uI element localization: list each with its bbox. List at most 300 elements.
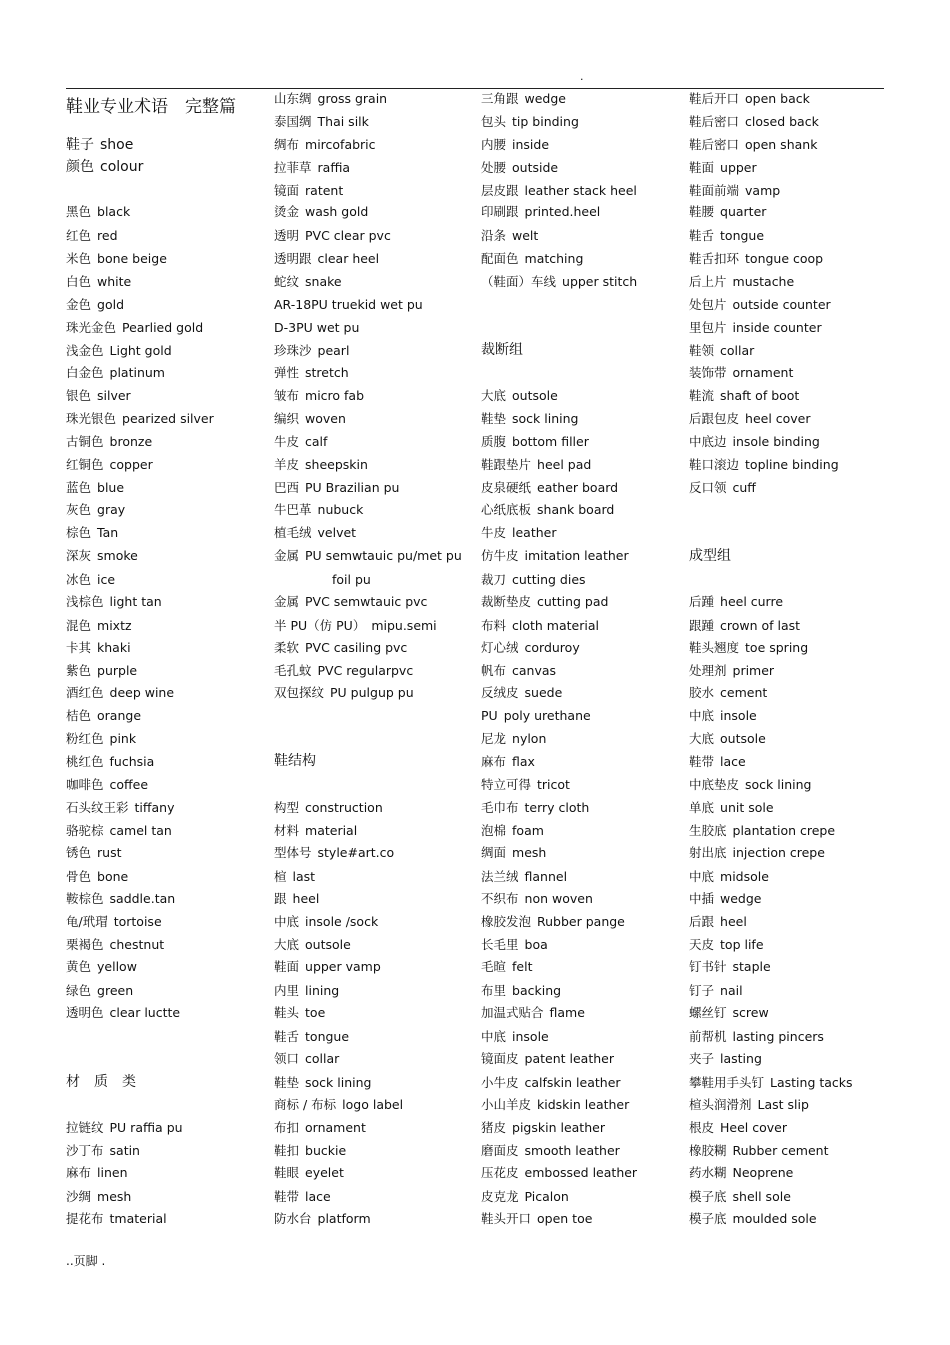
- term-chinese: 构型: [274, 800, 300, 815]
- term-chinese: 拉链纹: [66, 1120, 104, 1135]
- term-chinese: 沙绸: [66, 1189, 92, 1204]
- term-chinese: 印刷跟: [481, 204, 519, 219]
- term-row: [66, 1143, 140, 1159]
- term-english: raffia: [317, 160, 351, 175]
- term-row: [66, 457, 153, 473]
- term-english: poly urethane: [503, 708, 591, 723]
- section-heading: [481, 341, 529, 359]
- term-english: cloth material: [512, 618, 599, 633]
- term-row: [689, 914, 747, 930]
- term-english: ornament: [305, 1120, 366, 1135]
- term-english: last: [292, 869, 316, 884]
- term-row: [66, 158, 143, 176]
- term-row: [66, 1005, 180, 1021]
- term-english: Pearlied gold: [122, 320, 204, 335]
- term-chinese: 鞋舌扣环: [689, 251, 740, 266]
- term-chinese: PU: [481, 708, 498, 723]
- term-row: [481, 274, 637, 290]
- term-chinese: 灯心绒: [481, 640, 519, 655]
- term-chinese: 牛巴革: [274, 502, 312, 517]
- term-chinese: 根皮: [689, 1120, 715, 1135]
- term-row: [481, 137, 549, 153]
- term-chinese: 鞋流: [689, 388, 715, 403]
- term-chinese: 质腹: [481, 434, 507, 449]
- term-english: midsole: [720, 869, 769, 884]
- term-chinese: 绿色: [66, 983, 92, 998]
- term-chinese: 咖啡色: [66, 777, 104, 792]
- term-english: wash gold: [305, 204, 369, 219]
- term-row: [481, 160, 558, 176]
- term-row: [66, 618, 132, 634]
- term-english: outsole: [720, 731, 766, 746]
- term-english: woven: [305, 411, 346, 426]
- term-row: [481, 204, 600, 220]
- term-english: cuff: [732, 480, 756, 495]
- term-row: [274, 891, 319, 907]
- term-english: pearl: [317, 343, 350, 358]
- term-chinese: 中底垫皮: [689, 777, 740, 792]
- term-row: [689, 731, 766, 747]
- term-english: heel: [720, 914, 747, 929]
- term-english: upper: [720, 160, 757, 175]
- term-row: [481, 708, 591, 724]
- term-chinese: 骨色: [66, 869, 92, 884]
- term-row: [66, 869, 128, 885]
- term-row: [274, 525, 356, 541]
- term-chinese: 石头纹王彩: [66, 800, 129, 815]
- term-chinese: 内腰: [481, 137, 507, 152]
- term-english: colour: [100, 159, 144, 175]
- term-chinese: 卡其: [66, 640, 92, 655]
- term-row: [66, 914, 162, 930]
- term-english: ornament: [732, 365, 794, 380]
- term-english: flax: [512, 754, 535, 769]
- term-chinese: 金色: [66, 297, 92, 312]
- term-chinese: 烫金: [274, 204, 300, 219]
- term-english: eyelet: [305, 1165, 344, 1180]
- term-chinese: 鞍棕色: [66, 891, 104, 906]
- term-chinese: 尼龙: [481, 731, 507, 746]
- term-row: [66, 823, 172, 839]
- term-english: copper: [109, 457, 153, 472]
- term-english: collar: [305, 1051, 340, 1066]
- term-english: camel tan: [109, 823, 172, 838]
- term-chinese: 绸面: [481, 845, 507, 860]
- term-chinese: 骆驼棕: [66, 823, 104, 838]
- term-chinese: 楦头润滑剂: [689, 1097, 752, 1112]
- term-english: orange: [97, 708, 142, 723]
- term-english: sock lining: [745, 777, 812, 792]
- term-chinese: 毛暄: [481, 959, 507, 974]
- term-chinese: 鞋跟垫片: [481, 457, 532, 472]
- term-english: embossed leather: [524, 1165, 638, 1180]
- term-row: [689, 959, 771, 975]
- term-row: [689, 204, 766, 220]
- term-chinese: 材 质 类: [66, 1074, 136, 1090]
- term-english: outside: [512, 160, 559, 175]
- term-row: [274, 91, 387, 107]
- term-chinese: 模子底: [689, 1211, 727, 1226]
- term-row: [481, 1097, 629, 1113]
- term-chinese: 橡胶糊: [689, 1143, 727, 1158]
- term-chinese: 中底: [689, 869, 715, 884]
- term-chinese: 黄色: [66, 959, 92, 974]
- term-row: [66, 502, 125, 518]
- term-row: [66, 959, 137, 975]
- term-english: fuchsia: [109, 754, 155, 769]
- term-row: [689, 297, 831, 313]
- term-chinese: 提花布: [66, 1211, 104, 1226]
- term-english: imitation leather: [524, 548, 629, 563]
- term-chinese: 桔色: [66, 708, 92, 723]
- term-english: velvet: [317, 525, 357, 540]
- term-english: open shank: [745, 137, 818, 152]
- term-chinese: 冰色: [66, 572, 92, 587]
- term-row: [274, 1097, 403, 1113]
- term-chinese: 鞋后密口: [689, 137, 740, 152]
- term-english: smooth leather: [524, 1143, 620, 1158]
- term-row: [689, 411, 811, 427]
- term-row: [66, 845, 122, 861]
- term-english: deep wine: [109, 685, 175, 700]
- term-row: [274, 1189, 331, 1205]
- term-english: toe spring: [745, 640, 809, 655]
- term-row: [481, 1120, 605, 1136]
- term-chinese: 鞋头翘度: [689, 640, 740, 655]
- term-chinese: 鞋面: [689, 160, 715, 175]
- term-chinese: 大底: [274, 937, 300, 952]
- term-row: [689, 365, 793, 381]
- term-row: [66, 754, 154, 770]
- term-english: insole: [720, 708, 757, 723]
- term-english: PVC clear pvc: [305, 228, 391, 243]
- term-row: [274, 274, 342, 290]
- term-chinese: 布料: [481, 618, 507, 633]
- term-row: [66, 731, 136, 747]
- term-chinese: 大底: [481, 388, 507, 403]
- term-english: gold: [97, 297, 125, 312]
- term-english: PVC casiling pvc: [305, 640, 408, 655]
- term-chinese: 处包片: [689, 297, 727, 312]
- term-english: chestnut: [109, 937, 165, 952]
- term-row: [274, 685, 414, 701]
- term-english: inside: [512, 137, 550, 152]
- term-english: canvas: [512, 663, 557, 678]
- term-row: [689, 137, 817, 153]
- term-row: [481, 480, 618, 496]
- term-row: [689, 823, 835, 839]
- term-row: [66, 663, 137, 679]
- term-english: quarter: [720, 204, 767, 219]
- term-row: [274, 320, 359, 336]
- term-chinese: 材料: [274, 823, 300, 838]
- term-row: [274, 983, 339, 999]
- term-chinese: 米色: [66, 251, 92, 266]
- term-chinese: 心纸底板: [481, 502, 532, 517]
- term-chinese: 中插: [689, 891, 715, 906]
- term-english: tricot: [537, 777, 570, 792]
- term-english: buckie: [305, 1143, 347, 1158]
- term-row: [481, 1075, 621, 1091]
- term-english: crown of last: [720, 618, 801, 633]
- term-chinese: 中底: [274, 914, 300, 929]
- term-chinese: 鞋后密口: [689, 114, 740, 129]
- term-row: [274, 297, 423, 313]
- term-chinese: 布扣: [274, 1120, 300, 1135]
- term-chinese: 钉书针: [689, 959, 727, 974]
- term-chinese: 鞋垫: [481, 411, 507, 426]
- term-row: [274, 823, 357, 839]
- term-row: [66, 1165, 128, 1181]
- term-chinese: 白色: [66, 274, 92, 289]
- term-english: snake: [305, 274, 342, 289]
- term-chinese: 小牛皮: [481, 1075, 519, 1090]
- term-english: style#art.co: [317, 845, 395, 860]
- term-row: [66, 297, 124, 313]
- term-english: black: [97, 204, 131, 219]
- term-row: [274, 343, 349, 359]
- term-english: clear luctte: [109, 1005, 181, 1020]
- term-chinese: 不织布: [481, 891, 519, 906]
- term-row: [481, 228, 538, 244]
- term-english: flannel: [524, 869, 568, 884]
- term-row: [274, 434, 327, 450]
- term-row: [274, 959, 381, 975]
- term-chinese: 领口: [274, 1051, 300, 1066]
- term-row: [274, 1165, 344, 1181]
- term-chinese: 磨面皮: [481, 1143, 519, 1158]
- term-chinese: 巴西: [274, 480, 300, 495]
- term-row: [274, 869, 315, 885]
- term-chinese: 配面色: [481, 251, 519, 266]
- term-chinese: 透明跟: [274, 251, 312, 266]
- term-row: [689, 160, 757, 176]
- term-english: tongue coop: [745, 251, 824, 266]
- term-english: sheepskin: [305, 457, 368, 472]
- term-row: [274, 204, 368, 220]
- term-row: [66, 434, 152, 450]
- term-chinese: 珍珠沙: [274, 343, 312, 358]
- term-english: boa: [524, 937, 548, 952]
- term-row: [689, 1120, 787, 1136]
- term-english: calfskin leather: [524, 1075, 621, 1090]
- term-row: [274, 914, 378, 930]
- term-chinese: 布里: [481, 983, 507, 998]
- term-chinese: 模子底: [689, 1189, 727, 1204]
- term-row: [689, 1165, 793, 1181]
- section-heading: [66, 1073, 142, 1091]
- term-chinese: 鞋面前端: [689, 183, 740, 198]
- term-chinese: 麻布: [481, 754, 507, 769]
- term-english: PU Brazilian pu: [305, 480, 400, 495]
- term-row: [274, 457, 368, 473]
- term-chinese: 沿条: [481, 228, 507, 243]
- term-english: lace: [720, 754, 746, 769]
- term-row: [274, 1120, 366, 1136]
- term-english: rust: [97, 845, 122, 860]
- term-chinese: 皮泉硬纸: [481, 480, 532, 495]
- term-chinese: 帆布: [481, 663, 507, 678]
- term-english: wedge: [524, 91, 566, 106]
- term-row: [689, 251, 823, 267]
- term-chinese: 鞋带: [689, 754, 715, 769]
- term-english: terry cloth: [524, 800, 590, 815]
- term-row: [274, 845, 394, 861]
- term-english: moulded sole: [732, 1211, 817, 1226]
- term-chinese: 单底: [689, 800, 715, 815]
- term-chinese: 绸布: [274, 137, 300, 152]
- term-chinese: 后上片: [689, 274, 727, 289]
- term-row: [274, 1143, 346, 1159]
- term-row: [689, 274, 794, 290]
- term-english: heel: [292, 891, 320, 906]
- term-row: [66, 388, 131, 404]
- term-row: [274, 1075, 371, 1091]
- term-chinese: 长毛里: [481, 937, 519, 952]
- term-english: tongue: [305, 1029, 350, 1044]
- term-english: ratent: [305, 183, 344, 198]
- term-row: [66, 411, 214, 427]
- term-chinese: 红铜色: [66, 457, 104, 472]
- term-english: PU raffia pu: [109, 1120, 183, 1135]
- term-row: [481, 685, 562, 701]
- term-english: mixtz: [97, 618, 132, 633]
- term-english: shell sole: [732, 1189, 791, 1204]
- term-chinese: 麻布: [66, 1165, 92, 1180]
- term-english: saddle.tan: [109, 891, 176, 906]
- term-row: [689, 1075, 853, 1091]
- term-english: PVC regularpvc: [317, 663, 414, 678]
- term-english: cutting dies: [512, 572, 586, 587]
- term-row: [689, 891, 762, 907]
- term-chinese: 透明: [274, 228, 300, 243]
- term-chinese: 中底: [481, 1029, 507, 1044]
- term-row: [66, 136, 133, 154]
- term-chinese: 鞋结构: [274, 753, 316, 769]
- term-row: [689, 800, 774, 816]
- term-english: tip binding: [512, 114, 579, 129]
- term-chinese: 银色: [66, 388, 92, 403]
- term-english: PVC semwtauic pvc: [305, 594, 428, 609]
- term-chinese: 鞋领: [689, 343, 715, 358]
- term-row: [66, 1120, 183, 1136]
- term-english: pearized silver: [122, 411, 214, 426]
- term-chinese: 植毛绒: [274, 525, 312, 540]
- term-chinese: 包头: [481, 114, 507, 129]
- term-row: [274, 388, 364, 404]
- term-row: [689, 434, 820, 450]
- term-chinese: 山东绸: [274, 91, 312, 106]
- term-chinese: 鞋舌: [689, 228, 715, 243]
- term-row: [689, 937, 764, 953]
- term-english: insole binding: [732, 434, 820, 449]
- term-english: collar: [720, 343, 755, 358]
- term-english: felt: [512, 959, 533, 974]
- term-english: platinum: [109, 365, 165, 380]
- term-chinese: 镜面: [274, 183, 300, 198]
- term-english: heel cover: [745, 411, 811, 426]
- term-english: mesh: [97, 1189, 132, 1204]
- term-row: [66, 204, 130, 220]
- term-chinese: 里包片: [689, 320, 727, 335]
- term-row: [274, 1051, 339, 1067]
- term-english: gross grain: [317, 91, 388, 106]
- term-row: [66, 708, 141, 724]
- term-chinese: 锈色: [66, 845, 92, 860]
- term-chinese: 后跟包皮: [689, 411, 740, 426]
- term-row: [66, 480, 124, 496]
- term-chinese: 鞋头开口: [481, 1211, 532, 1226]
- term-english: lasting pincers: [732, 1029, 824, 1044]
- term-english: inside counter: [732, 320, 822, 335]
- term-chinese: 浅金色: [66, 343, 104, 358]
- term-row: [689, 777, 811, 793]
- term-chinese: 成型组: [689, 548, 731, 564]
- term-row: [274, 663, 413, 679]
- term-chinese: 桃红色: [66, 754, 104, 769]
- term-row: [274, 1211, 371, 1227]
- term-english: construction: [305, 800, 383, 815]
- term-row: [66, 1211, 167, 1227]
- term-english: Tan: [97, 525, 119, 540]
- term-chinese: 白金色: [66, 365, 104, 380]
- term-chinese: 跟踵: [689, 618, 715, 633]
- term-chinese: 生胶底: [689, 823, 727, 838]
- term-chinese: 螺丝钉: [689, 1005, 727, 1020]
- term-row: [481, 548, 629, 564]
- term-english: nubuck: [317, 502, 364, 517]
- term-chinese: 鞋业专业术语 完整篇: [66, 97, 236, 117]
- term-row: [689, 228, 764, 244]
- term-english: outsole: [305, 937, 351, 952]
- term-english: Picalon: [524, 1189, 569, 1204]
- term-chinese: 三角跟: [481, 91, 519, 106]
- term-english: upper vamp: [305, 959, 381, 974]
- term-chinese: 浅棕色: [66, 594, 104, 609]
- term-english: AR-18PU truekid wet pu: [274, 297, 423, 312]
- term-chinese: （鞋面）车线: [481, 274, 557, 289]
- term-row: [689, 343, 754, 359]
- term-chinese: 装饰带: [689, 365, 727, 380]
- term-english: light tan: [109, 594, 162, 609]
- term-row: [481, 983, 561, 999]
- term-english: insole /sock: [305, 914, 379, 929]
- term-chinese: 栗褐色: [66, 937, 104, 952]
- term-row: [274, 137, 376, 153]
- term-english: top life: [720, 937, 764, 952]
- term-chinese: 钉子: [689, 983, 715, 998]
- term-english: heel pad: [537, 457, 592, 472]
- term-english: mesh: [512, 845, 547, 860]
- term-english: purple: [97, 663, 138, 678]
- term-chinese: 反口领: [689, 480, 727, 495]
- term-row: [66, 800, 174, 816]
- term-chinese: 处腰: [481, 160, 507, 175]
- term-english: stretch: [305, 365, 349, 380]
- term-english: white: [97, 274, 132, 289]
- term-english: foam: [512, 823, 544, 838]
- term-chinese: 蓝色: [66, 480, 92, 495]
- term-chinese: 毛巾布: [481, 800, 519, 815]
- term-row: [66, 365, 165, 381]
- term-english: injection crepe: [732, 845, 825, 860]
- term-english: open back: [745, 91, 810, 106]
- term-english: outside counter: [732, 297, 831, 312]
- term-english: micro fab: [305, 388, 365, 403]
- term-english: topline binding: [745, 457, 839, 472]
- term-row: [481, 1005, 585, 1021]
- term-chinese: 鞋面: [274, 959, 300, 974]
